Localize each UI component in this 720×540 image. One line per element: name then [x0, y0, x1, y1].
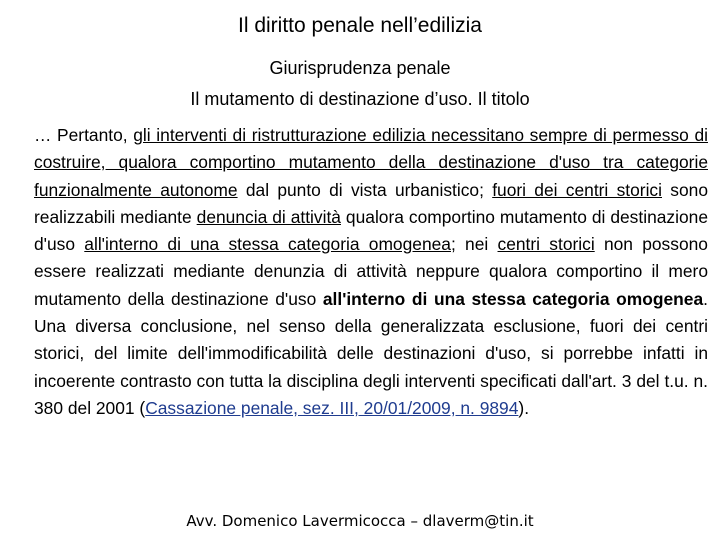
text-run: dal punto di vista urbanistico; — [237, 179, 493, 200]
underlined-text: gli interventi di ristrutturazione edilizia necessitano sempre di permesso di costruire, qualora comportino mutamento della destinazione d'uso tra categorie funzionalmente autonome — [34, 125, 708, 200]
underlined-text: centri storici — [497, 234, 595, 255]
section-heading: Il mutamento di destinazione d’uso. Il titolo — [190, 89, 530, 109]
page-title: Il diritto penale nell’edilizia — [238, 14, 482, 37]
text-run: sono realizzabili mediante — [34, 179, 708, 227]
underlined-text: fuori dei centri storici — [492, 179, 662, 200]
text-run: ). — [518, 397, 530, 418]
body-paragraph — [34, 122, 708, 422]
text-run: qualora comportino mutamento di destinazione d'uso — [34, 206, 708, 255]
citation-link[interactable]: Cassazione penale, sez. III, 20/01/2009, n. 9894 — [145, 397, 519, 418]
text-run: ; nei — [450, 234, 498, 255]
bold-text: all'interno di una stessa categoria omogenea — [322, 288, 704, 309]
text-run: non possono essere realizzati mediante denunzia di attività neppure qualora comportino il mero mutamento della destinazione d'uso — [34, 234, 708, 309]
underlined-text: denuncia di attività — [196, 206, 341, 227]
underlined-text: all'interno di una stessa categoria omogenea — [84, 234, 451, 255]
subtitle: Giurisprudenza penale — [269, 58, 451, 78]
text-run: . Una diversa conclusione, nel senso della generalizzata esclusione, fuori dei centri storici, del limite dell'immodificabilità delle destinazioni d'uso, si porrebbe infatti in incoerente contrasto con tutta la disciplina degli interventi specificati dall'art. 3 del t.u. n. 380 del 2001 ( — [34, 288, 708, 418]
text-run: … Pertanto, — [34, 125, 134, 145]
footer-author: Avv. Domenico Lavermicocca – dlaverm@tin.it — [186, 512, 534, 530]
